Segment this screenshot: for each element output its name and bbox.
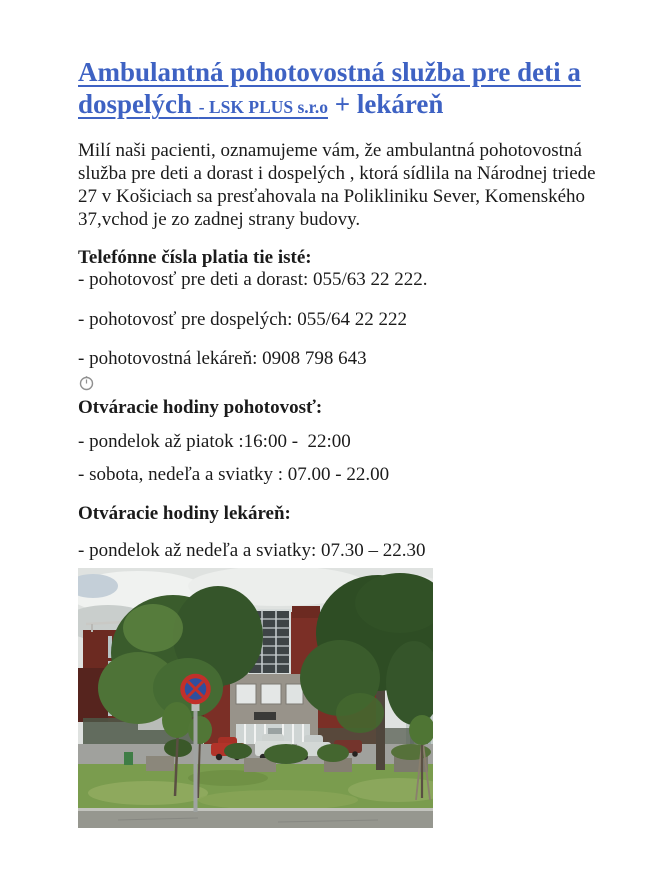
clock-icon-line: [78, 374, 599, 391]
title-org: LSK PLUS s.r.o: [208, 97, 328, 118]
emergency-hours-section: [78, 397, 599, 486]
emergency-hours-weekend: - sobota, nedeľa a sviatky : 07.00 - 22.00: [78, 464, 390, 486]
page-title: [78, 56, 598, 121]
pharmacy-hours-section: [78, 503, 599, 562]
phone-item-children: - pohotovosť pre deti a dorast: 055/63 22 222.: [78, 269, 428, 291]
pharmacy-hours-heading: Otváracie hodiny lekáreň:: [78, 503, 291, 525]
clock-icon: [78, 374, 95, 391]
photo-waste-bin: [124, 752, 133, 765]
building-photo-svg: [78, 568, 433, 828]
photo-road: [78, 808, 433, 828]
phones-section: [78, 247, 599, 370]
emergency-hours-weekdays: - pondelok až piatok :16:00 - 22:00: [78, 431, 351, 453]
phones-heading: Telefónne čísla platia tie isté:: [78, 247, 312, 269]
phone-item-adults: - pohotovosť pre dospelých: 055/64 22 222: [78, 309, 407, 331]
emergency-hours-heading: Otváracie hodiny pohotovosť:: [78, 397, 323, 419]
photo-sign-pole: [194, 702, 198, 812]
intro-paragraph: Milí naši pacienti, oznamujeme vám, že ambulantná pohotovostná služba pre deti a dorast i dospelých , ktorá sídlila na Národnej triede 27 v Košiciach sa presťahovala na Polikliniku Sever, Komenského 37,vchod je zo zadnej strany budovy.: [78, 139, 596, 231]
pharmacy-hours-daily: - pondelok až nedeľa a sviatky: 07.30 – 22.30: [78, 540, 426, 562]
title-suffix: + lekáreň: [327, 89, 444, 120]
building-photo: [78, 568, 433, 828]
title-main: Ambulantná pohotovostná služba pre deti a dospelých: [78, 57, 581, 120]
title-separator: -: [198, 97, 209, 118]
phone-item-pharmacy: - pohotovostná lekáreň: 0908 798 643: [78, 348, 367, 370]
